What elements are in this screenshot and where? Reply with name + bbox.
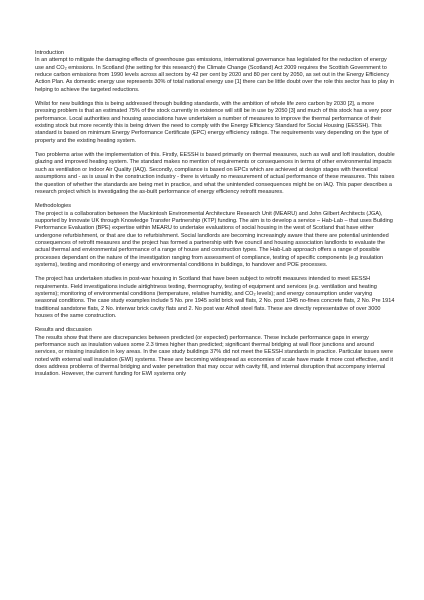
- paragraph: Whilst for new buildings this is being addressed through building standards, with the ambition of whole life zero carbon by 2030 [2], a more pressing problem is that an estimated 75% of the stock currently in existence will still be in use by 2050 [3] and much of this stock has a very poor performance. Local authorities and housing associations have undertaken a number of measures to improve the thermal performance of their existing stock but more recently this is being driven the need to comply with the Energy Efficiency Standard for Social Housing (EESSH). This standard is based on minimum Energy Performance Certificate (EPC) energy efficiency ratings. The requirements vary depending on the type of property and the existing heating system.: [35, 101, 392, 144]
- paragraph: Two problems arise with the implementation of this. Firstly, EESSH is based primarily on thermal measures, such as wall and loft insulation, double glazing and improved heating system. The standard makes no mention of requirements or consequences in terms of other environmental impacts such as ventilation or Indoor Air Quality (IAQ). Secondly, compliance is based on EPCs which are achieved at design stages with theoretical assumptions and - as is usual in the construction industry - there is virtually no measurement of actual performance of these measures. This raises the question of whether the standards are being met in practice, and what the unintended consequences might be on IAQ. This paper describes a research project which is investigating the as-built performance of energy efficiency retrofit measures.: [35, 152, 395, 195]
- paper-page: [35, 50, 395, 379]
- paragraph: In an attempt to mitigate the damaging effects of greenhouse gas emissions, international governance has legislated for the reduction of energy use and CO₂ emissions. In Scotland (the setting for this research) the Climate Change (Scotland) Act 2009 requires the Scottish Government to reduce carbon emissions from 1990 levels across all sectors by 42 per cent by 2020 and 80 per cent by 2050, as set out in the Energy Efficiency Action Plan. As domestic energy use represents 30% of total national energy use [1] there can be little doubt over the role this sector has to play in helping to achieve the targeted reductions.: [35, 57, 394, 93]
- paragraph: The project is a collaboration between the Mackintosh Environmental Architecture Research Unit (MEARU) and John Gilbert Architects (JGA), supported by Innovate UK through Knowledge Transfer Partnership (KTP) funding. The aim is to develop a service – Hab-Lab – that uses Building Performance Evaluation (BPE) expertise within MEARU to undertake evaluations of social housing in the west of Scotland that have either undergone refurbishment, or that are due to refurbishment. Social landlords are becoming increasingly aware that there are potential unintended consequences of retrofit measures and the project has formed a partnership with five council and housing association landlords to evaluate the actual thermal and environmental performance of a range of house and construction types. The Hab-Lab approach offers a range of possible processes dependant on the nature of the investigation ranging from assessment of compliance, testing of specific components (e.g insulation systems), testing and monitoring of energy and environmental conditions in buildings, to handover and POE processes.: [35, 210, 393, 268]
- section-heading: Introduction: [35, 50, 64, 56]
- paragraph: The project has undertaken studies in post-war housing in Scotland that have been subject to retrofit measures intended to meet EESSH requirements. Field investigations include airtightness testing, thermography, testing of equipment and services (e.g. ventilation and heating systems); monitoring of environmental conditions (temperature, relative humidity, and CO₂ levels); and energy consumption under varying seasonal conditions. The case study examples include 5 No. pre 1945 solid brick wall flats, 2 No. post 1945 no-fines concrete flats, 2 No. Pre 1914 traditional sandstone flats, 2 No. interwar brick cavity flats and 2. No post war Atholl steel flats. These are directly representative of over 3000 houses of the same construction.: [35, 276, 395, 319]
- paragraph: The results show that there are discrepancies between predicted (or expected) performance. These include performance gaps in energy performance such as insulation values some 2.3 times higher than predicted; significant thermal bridging at wall floor junctions and around services, or missing insulation in key areas. In the case study buildings 37% did not meet the EESSH standards in practice. Particular issues were noted with external wall insulation (EWI) systems. These are becoming widespread as economies of scale have made it more cost effective, and it does address problems of thermal bridging and water penetration that may occur with cavity fill, and internal disruption that accompany internal insulation. However, the current funding for EWI systems only: [35, 334, 394, 378]
- section-heading: Results and discussion: [35, 327, 92, 334]
- section-heading: Methodologies: [35, 203, 72, 210]
- section-methodologies: [35, 203, 395, 320]
- section-introduction: [35, 50, 395, 196]
- section-results-and-discussion: [35, 327, 395, 378]
